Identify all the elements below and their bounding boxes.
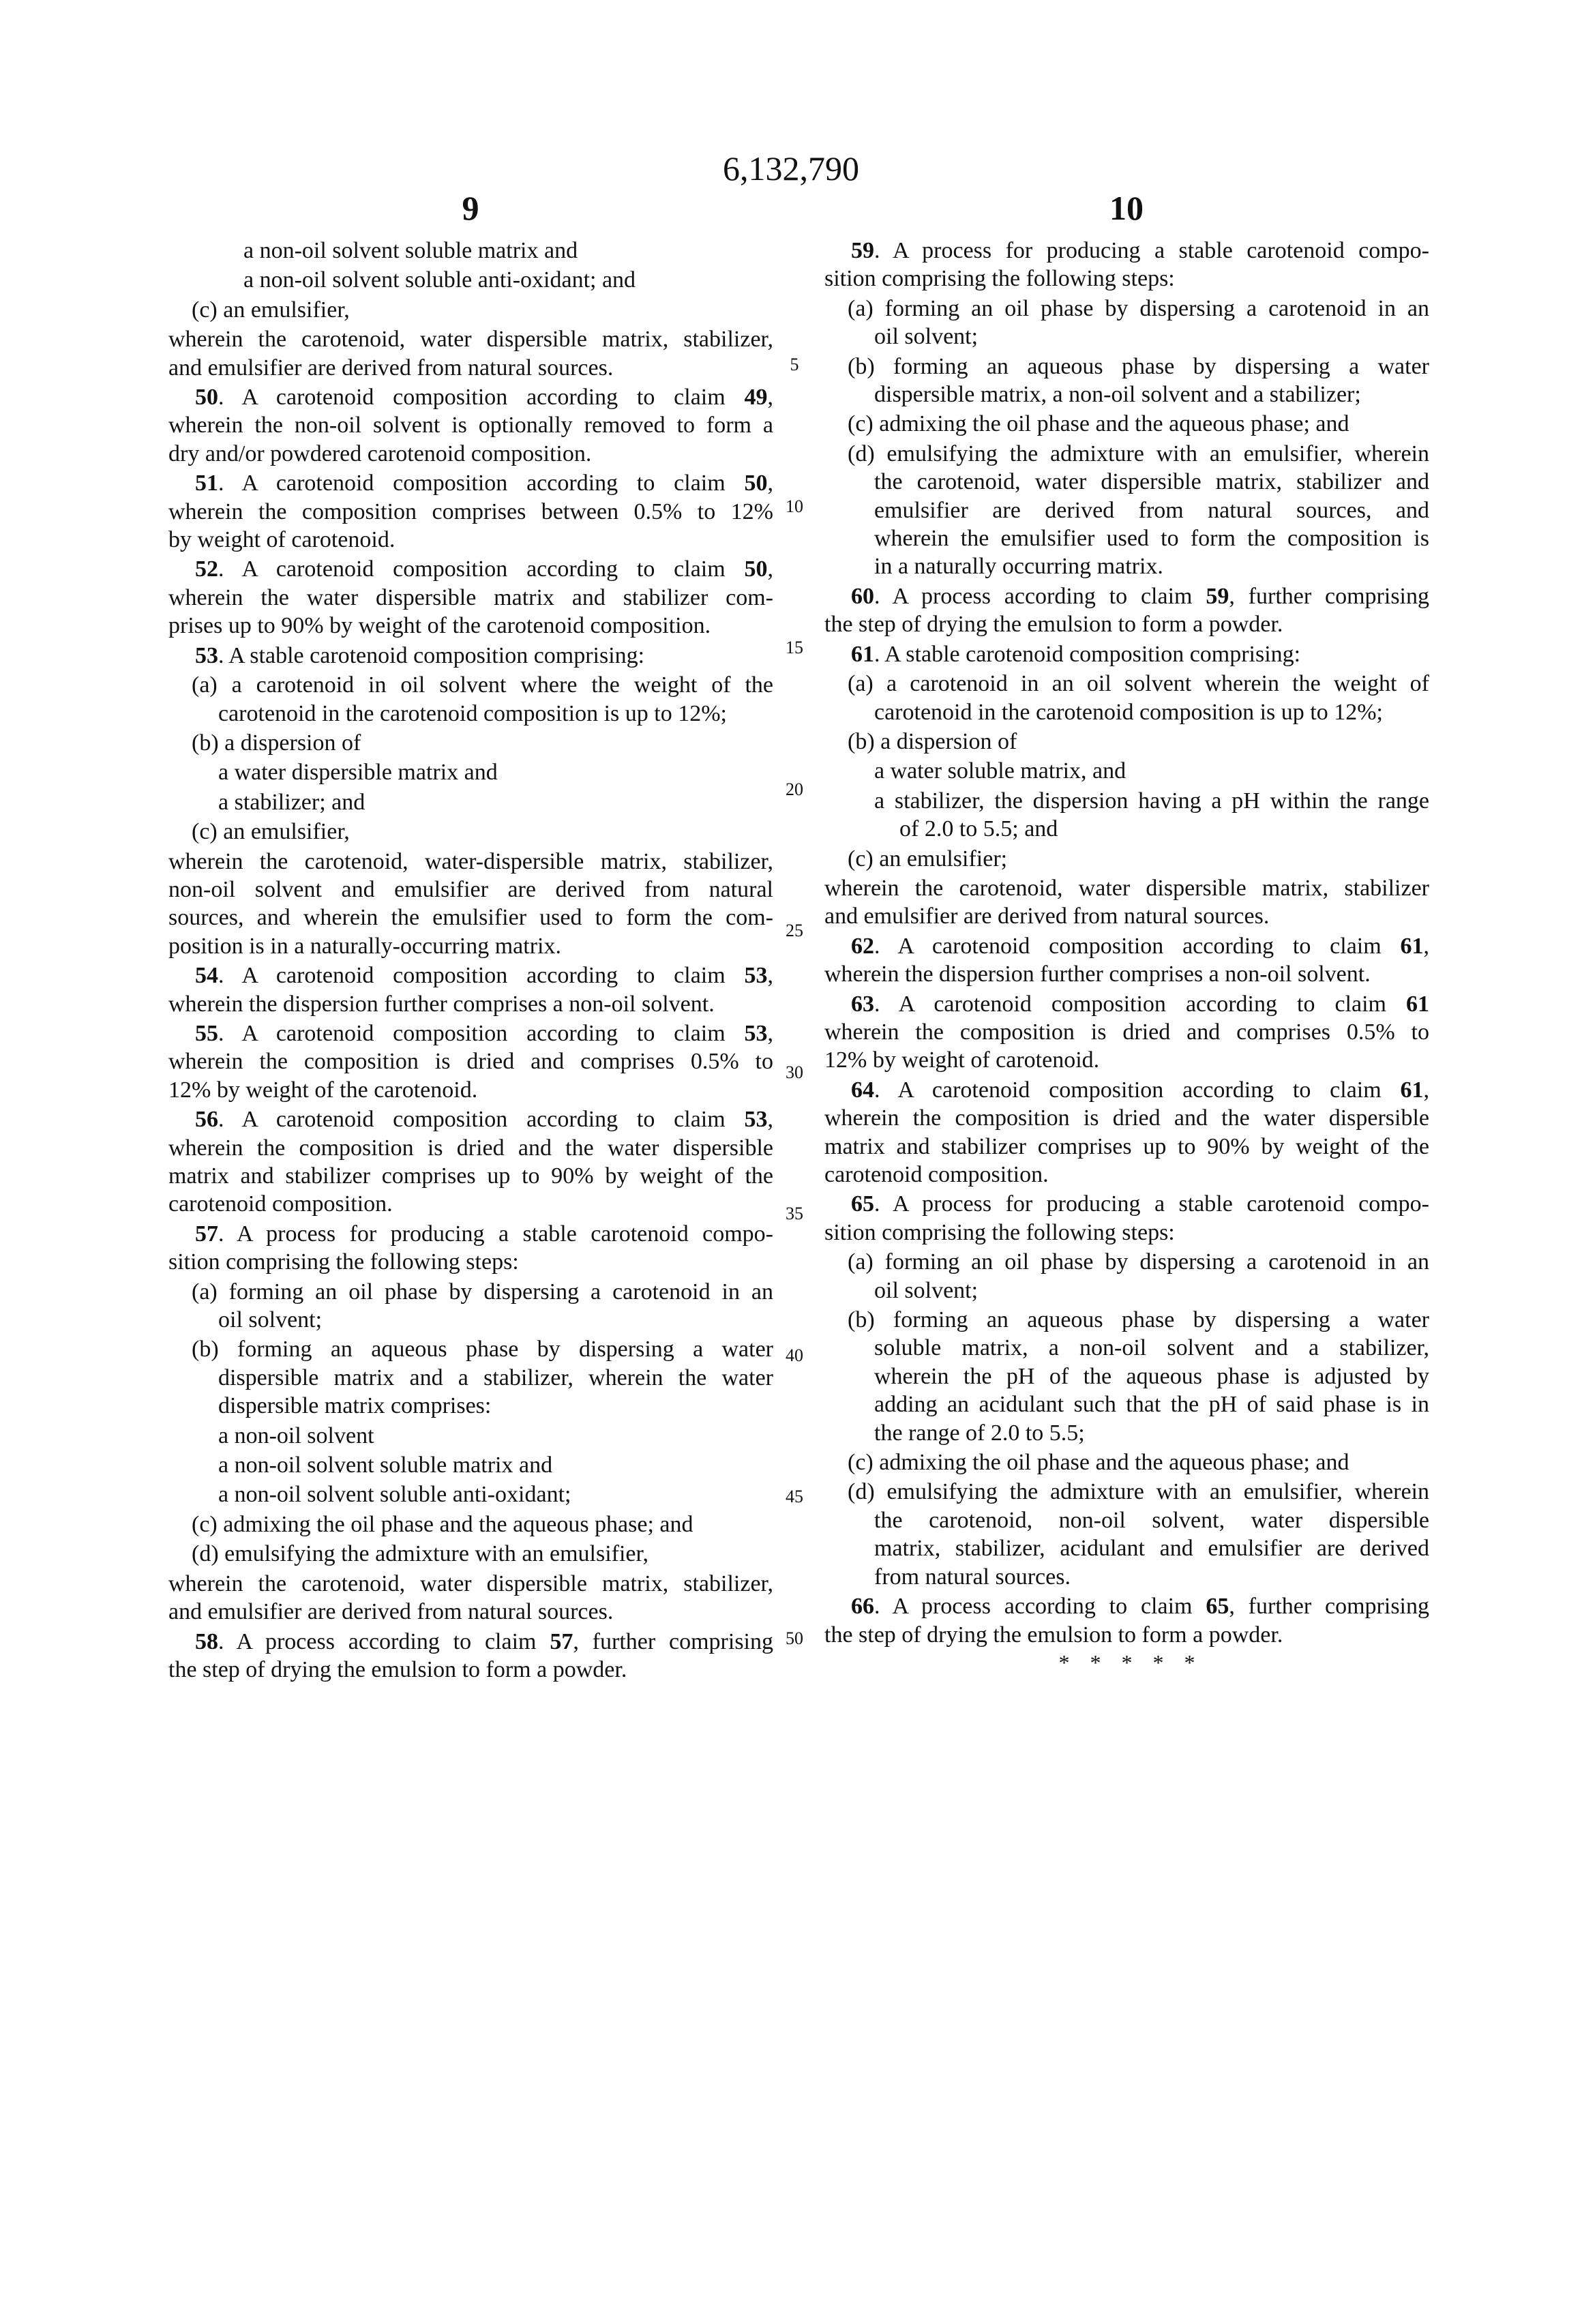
text-line: prises up to 90% by weight of the carotenoid composition.	[168, 612, 773, 640]
line-number: 40	[777, 1345, 811, 1366]
right-column	[824, 235, 1429, 1649]
text-line: 62. A carotenoid composition according to claim 61,	[824, 932, 1429, 960]
text-line: 64. A carotenoid composition according to claim 61,	[824, 1076, 1429, 1104]
text-line: emulsifier are derived from natural sources, and	[824, 496, 1429, 524]
text-line: the carotenoid, water dispersible matrix, stabilizer and	[824, 468, 1429, 496]
text-line: (b) forming an aqueous phase by dispersing a water	[824, 353, 1429, 381]
text-line: wherein the pH of the aqueous phase is adjusted by	[824, 1362, 1429, 1390]
text-line: sition comprising the following steps:	[168, 1248, 773, 1276]
text-line: oil solvent;	[824, 1277, 1429, 1305]
text-line: of 2.0 to 5.5; and	[824, 815, 1429, 843]
line-number: 45	[777, 1487, 811, 1507]
text-line: dispersible matrix, a non-oil solvent and a stabilizer;	[824, 381, 1429, 408]
text-line: by weight of carotenoid.	[168, 526, 773, 554]
text-line: dispersible matrix comprises:	[168, 1392, 773, 1420]
text-line: (c) admixing the oil phase and the aqueous phase; and	[824, 410, 1429, 438]
claim-step	[824, 295, 1429, 351]
claim-step	[168, 1278, 773, 1335]
text-line: wherein the non-oil solvent is optionally removed to form a	[168, 411, 773, 439]
text-line: sition comprising the following steps:	[824, 265, 1429, 293]
text-line: 54. A carotenoid composition according to claim 53,	[168, 962, 773, 989]
line-number: 25	[777, 921, 811, 941]
column-number-left: 9	[402, 188, 539, 228]
text-line: a water soluble matrix, and	[824, 757, 1429, 785]
claim-step	[824, 845, 1429, 873]
claim-paragraph	[168, 1019, 773, 1104]
text-line: non-oil solvent and emulsifier are derived from natural	[168, 876, 773, 904]
text-line: the step of drying the emulsion to form a powder.	[824, 610, 1429, 638]
text-line: a non-oil solvent soluble matrix and	[168, 237, 773, 265]
claim-paragraph	[824, 932, 1429, 989]
claim-subitem	[824, 757, 1429, 785]
text-line: matrix and stabilizer comprises up to 90% by weight of the	[824, 1133, 1429, 1161]
text-line: wherein the composition is dried and the water dispersible	[168, 1134, 773, 1162]
text-line: wherein the carotenoid, water-dispersible matrix, stabilizer,	[168, 848, 773, 876]
claim-step	[824, 1478, 1429, 1591]
text-line: and emulsifier are derived from natural sources.	[824, 902, 1429, 930]
text-line: matrix, stabilizer, acidulant and emulsifier are derived	[824, 1534, 1429, 1562]
claim-paragraph	[824, 1190, 1429, 1247]
text-line: 51. A carotenoid composition according to claim 50,	[168, 469, 773, 497]
left-column	[168, 235, 773, 1684]
claim-step	[824, 1306, 1429, 1447]
text-line: 12% by weight of carotenoid.	[824, 1046, 1429, 1074]
text-line: 58. A process according to claim 57, further comprising	[168, 1628, 773, 1656]
claim-subitem	[168, 237, 773, 265]
claim-paragraph	[168, 383, 773, 468]
claim-paragraph	[168, 962, 773, 1018]
claim-step	[168, 1540, 773, 1568]
claim-subitem	[168, 788, 773, 816]
text-line: 12% by weight of the carotenoid.	[168, 1076, 773, 1104]
claim-step	[168, 296, 773, 324]
line-number: 30	[777, 1062, 811, 1083]
line-number: 50	[777, 1628, 811, 1649]
text-line: (a) a carotenoid in oil solvent where the weight of the	[168, 671, 773, 699]
text-line: from natural sources.	[824, 1563, 1429, 1591]
text-line: 53. A stable carotenoid composition comprising:	[168, 642, 773, 670]
line-number: 15	[777, 638, 811, 658]
text-line: (a) forming an oil phase by dispersing a carotenoid in an	[824, 1248, 1429, 1276]
text-line: soluble matrix, a non-oil solvent and a stabilizer,	[824, 1334, 1429, 1362]
text-line: carotenoid in the carotenoid composition is up to 12%;	[824, 698, 1429, 726]
text-line: (d) emulsifying the admixture with an emulsifier, wherein	[824, 1478, 1429, 1506]
claim-paragraph	[824, 1592, 1429, 1649]
text-line: sition comprising the following steps:	[824, 1219, 1429, 1247]
text-line: (b) forming an aqueous phase by dispersing a water	[168, 1335, 773, 1363]
text-line: carotenoid composition.	[824, 1161, 1429, 1189]
claim-step	[824, 1448, 1429, 1476]
text-line: the step of drying the emulsion to form a powder.	[824, 1621, 1429, 1649]
text-line: a stabilizer, the dispersion having a pH within the range	[824, 787, 1429, 815]
text-line: 63. A carotenoid composition according to claim 61	[824, 990, 1429, 1018]
text-line: (d) emulsifying the admixture with an emulsifier,	[168, 1540, 773, 1568]
text-line: (d) emulsifying the admixture with an emulsifier, wherein	[824, 440, 1429, 468]
text-line: carotenoid composition.	[168, 1190, 773, 1218]
text-line: a water dispersible matrix and	[168, 758, 773, 786]
claim-subitem	[168, 758, 773, 786]
claim-paragraph	[824, 582, 1429, 639]
text-line: 59. A process for producing a stable carotenoid compo-	[824, 237, 1429, 265]
line-number: 35	[777, 1204, 811, 1224]
text-line: wherein the water dispersible matrix and stabilizer com-	[168, 584, 773, 612]
text-line: carotenoid in the carotenoid composition is up to 12%;	[168, 700, 773, 728]
column-number-right: 10	[1058, 188, 1195, 228]
text-line: wherein the emulsifier used to form the composition is	[824, 524, 1429, 552]
text-line: in a naturally occurring matrix.	[824, 552, 1429, 580]
text-line: wherein the dispersion further comprises a non-oil solvent.	[824, 960, 1429, 988]
claim-subitem	[824, 787, 1429, 844]
text-line: the carotenoid, non-oil solvent, water dispersible	[824, 1506, 1429, 1534]
claim-text	[168, 848, 773, 961]
claim-paragraph	[824, 1076, 1429, 1189]
claim-step	[824, 353, 1429, 409]
claim-paragraph	[824, 237, 1429, 293]
claim-paragraph	[168, 555, 773, 640]
claim-step	[824, 410, 1429, 438]
text-line: a non-oil solvent soluble anti-oxidant;	[168, 1480, 773, 1508]
claim-step	[168, 671, 773, 728]
text-line: adding an acidulant such that the pH of said phase is in	[824, 1390, 1429, 1418]
claim-paragraph	[168, 642, 773, 670]
text-line: a non-oil solvent soluble anti-oxidant; and	[168, 266, 773, 294]
claim-paragraph	[824, 990, 1429, 1075]
claim-text	[168, 1570, 773, 1626]
claim-text	[824, 874, 1429, 931]
end-of-document-mark: * * * * *	[824, 1650, 1429, 1675]
text-line: wherein the composition is dried and comprises 0.5% to	[824, 1018, 1429, 1046]
claim-step	[168, 1510, 773, 1538]
claim-subitem	[168, 1480, 773, 1508]
text-line: 52. A carotenoid composition according to claim 50,	[168, 555, 773, 583]
text-line: wherein the composition is dried and the water dispersible	[824, 1104, 1429, 1132]
claim-step	[824, 728, 1429, 756]
text-line: wherein the carotenoid, water dispersible matrix, stabilizer	[824, 874, 1429, 902]
text-line: 56. A carotenoid composition according to claim 53,	[168, 1105, 773, 1133]
text-line: wherein the composition is dried and comprises 0.5% to	[168, 1047, 773, 1075]
claim-paragraph	[168, 469, 773, 554]
text-line: wherein the carotenoid, water dispersible matrix, stabilizer,	[168, 325, 773, 353]
text-line: (a) forming an oil phase by dispersing a carotenoid in an	[824, 295, 1429, 323]
text-line: position is in a naturally-occurring matrix.	[168, 932, 773, 960]
text-line: (b) a dispersion of	[824, 728, 1429, 756]
text-line: (b) a dispersion of	[168, 729, 773, 757]
text-line: wherein the composition comprises between 0.5% to 12%	[168, 498, 773, 526]
text-line: and emulsifier are derived from natural sources.	[168, 354, 773, 382]
claim-paragraph	[168, 1220, 773, 1277]
text-line: 65. A process for producing a stable carotenoid compo-	[824, 1190, 1429, 1218]
text-line: (c) admixing the oil phase and the aqueous phase; and	[824, 1448, 1429, 1476]
text-line: oil solvent;	[824, 323, 1429, 351]
text-line: 55. A carotenoid composition according to claim 53,	[168, 1019, 773, 1047]
text-line: sources, and wherein the emulsifier used to form the com-	[168, 904, 773, 932]
text-line: wherein the dispersion further comprises a non-oil solvent.	[168, 990, 773, 1018]
claim-step	[824, 440, 1429, 581]
claim-paragraph	[168, 1105, 773, 1219]
text-line: (a) forming an oil phase by dispersing a carotenoid in an	[168, 1278, 773, 1306]
text-line: a stabilizer; and	[168, 788, 773, 816]
text-line: (b) forming an aqueous phase by dispersing a water	[824, 1306, 1429, 1334]
claim-step	[168, 818, 773, 846]
text-line: the range of 2.0 to 5.5;	[824, 1419, 1429, 1447]
text-line: wherein the carotenoid, water dispersible matrix, stabilizer,	[168, 1570, 773, 1598]
text-line: 61. A stable carotenoid composition comprising:	[824, 640, 1429, 668]
text-line: (a) a carotenoid in an oil solvent wherein the weight of	[824, 670, 1429, 698]
text-line: (c) an emulsifier,	[168, 296, 773, 324]
text-line: a non-oil solvent	[168, 1422, 773, 1450]
text-line: 57. A process for producing a stable carotenoid compo-	[168, 1220, 773, 1248]
claim-step	[824, 1248, 1429, 1305]
text-line: 60. A process according to claim 59, further comprising	[824, 582, 1429, 610]
text-line: and emulsifier are derived from natural sources.	[168, 1598, 773, 1626]
text-line: (c) an emulsifier;	[824, 845, 1429, 873]
text-line: dispersible matrix and a stabilizer, wherein the water	[168, 1364, 773, 1392]
text-line: a non-oil solvent soluble matrix and	[168, 1451, 773, 1479]
claim-subitem	[168, 1451, 773, 1479]
text-line: matrix and stabilizer comprises up to 90% by weight of the	[168, 1162, 773, 1190]
text-line: oil solvent;	[168, 1306, 773, 1334]
text-line: (c) an emulsifier,	[168, 818, 773, 846]
line-number: 5	[777, 355, 811, 375]
text-line: 66. A process according to claim 65, further comprising	[824, 1592, 1429, 1620]
text-line: dry and/or powdered carotenoid composition.	[168, 440, 773, 468]
claim-step	[824, 670, 1429, 726]
claim-step	[168, 729, 773, 757]
line-number: 10	[777, 496, 811, 517]
claim-paragraph	[168, 1628, 773, 1684]
claim-paragraph	[824, 640, 1429, 668]
line-number: 20	[777, 779, 811, 800]
text-line: the step of drying the emulsion to form a powder.	[168, 1656, 773, 1684]
claim-text	[168, 325, 773, 382]
claim-step	[168, 1335, 773, 1420]
patent-number: 6,132,790	[0, 149, 1582, 188]
claim-subitem	[168, 266, 773, 294]
text-line: 50. A carotenoid composition according to claim 49,	[168, 383, 773, 411]
claim-subitem	[168, 1422, 773, 1450]
text-line: (c) admixing the oil phase and the aqueous phase; and	[168, 1510, 773, 1538]
